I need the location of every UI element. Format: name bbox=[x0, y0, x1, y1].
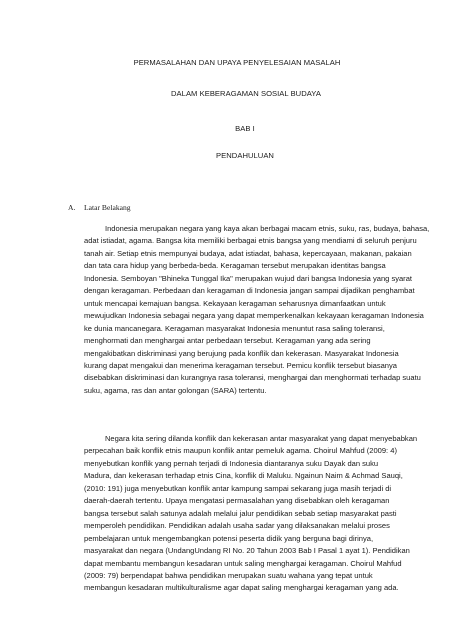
paragraph-line: Indonesia merupakan negara yang kaya akan berbagai macam etnis, suku, ras, budaya, bahasa, bbox=[84, 224, 430, 233]
section-letter: A. bbox=[68, 203, 76, 212]
paragraph-line: pembelajaran untuk mengembangkan potensi peserta didik yang berguna bagi dirinya, bbox=[84, 533, 374, 543]
paragraph-line: (2010: 191) juga menyebutkan konflik antar kampung sampai sekarang juga masih terjadi di bbox=[84, 483, 392, 493]
paragraph-line: kurang dapat mengakui dan menerima keragaman tersebut. Pemicu konflik tersebut biasanya bbox=[84, 360, 397, 370]
paragraph-line: disebabkan diskriminasi dan kurangnya rasa toleransi, menghargai dan menghormati terhadap suatu bbox=[84, 373, 421, 383]
paragraph-line: untuk mencapai kemajuan bangsa. Kekayaan keragaman seharusnya dimanfaatkan untuk bbox=[84, 298, 386, 308]
paragraph-line: mewujudkan Indonesia sebagai negara yang dapat memperkenalkan kekayaan keragaman Indonesia bbox=[84, 311, 424, 321]
paragraph-line: Negara kita sering dilanda konflik dan kekerasan antar masyarakat yang dapat menyebabkan bbox=[84, 434, 418, 443]
paragraph-line: masyarakat dan negara (UndangUndang RI No. 20 Tahun 2003 Bab I Pasal 1 ayat 1). Pendidikan bbox=[84, 546, 410, 556]
document-title-line-2: DALAM KEBERAGAMAN SOSIAL BUDAYA bbox=[171, 89, 321, 98]
paragraph-line: (2009: 79) berpendapat bahwa pendidikan merupakan suatu wahana yang tepat untuk bbox=[84, 570, 373, 580]
paragraph-line: mengakibatkan diskriminasi yang berujung pada konflik dan kekerasan. Masyarakat Indonesia bbox=[84, 348, 399, 358]
paragraph-2 bbox=[84, 433, 424, 595]
paragraph-line: membangun kesadaran multikulturalisme agar dapat saling menghargai keragaman yang ada. bbox=[84, 583, 399, 593]
section-title: Latar Belakang bbox=[84, 203, 131, 212]
paragraph-1 bbox=[84, 223, 430, 397]
paragraph-line: perpecahan baik konflik etnis maupun konflik antar pemeluk agama. Choirul Mahfud (2009: 4) bbox=[84, 446, 397, 456]
paragraph-line: ke dunia mancanegara. Keragaman masyarakat Indonesia menuntut rasa saling toleransi, bbox=[84, 323, 385, 333]
paragraph-line: dan tata cara hidup yang berbeda-beda. Keragaman tersebut merupakan identitas bangsa bbox=[84, 261, 386, 271]
paragraph-line: dengan keragaman. Perbedaan dan keragaman di Indonesia jangan sampai dijadikan penghambat bbox=[84, 286, 415, 296]
chapter-title: PENDAHULUAN bbox=[216, 151, 274, 160]
paragraph-line: bangsa tersebut salah satunya adalah melalui jalur pendidikan sebab setiap masyarakat pasti bbox=[84, 508, 397, 518]
paragraph-line: menghormati dan menghargai antar perbedaan tersebut. Keragaman yang ada sering bbox=[84, 336, 371, 346]
paragraph-line: adat istiadat, agama. Bangsa kita memiliki berbagai etnis bangsa yang mendiami di seluruh penjuru bbox=[84, 236, 417, 246]
paragraph-line: memperoleh pendidikan. Pendidikan adalah usaha sadar yang dilaksanakan melalui proses bbox=[84, 521, 390, 531]
paragraph-line: menyebutkan konflik yang pernah terjadi di Indonesia diantaranya suku Dayak dan suku bbox=[84, 458, 379, 468]
paragraph-line: tanah air. Setiap etnis mempunyai budaya, adat istiadat, bahasa, kepercayaan, makanan, pakaian bbox=[84, 248, 412, 258]
section-heading bbox=[68, 203, 131, 212]
paragraph-line: daerah-daerah tertentu. Upaya mengatasi permasalahan yang disebabkan oleh keragaman bbox=[84, 496, 390, 506]
paragraph-line: suku, agama, ras dan antar golongan (SARA) tertentu. bbox=[84, 385, 267, 395]
paragraph-line: Indonesia. Semboyan "Bhineka Tunggal Ika" merupakan wujud dari bangsa Indonesia yang syarat bbox=[84, 273, 412, 283]
chapter-number: BAB I bbox=[235, 124, 255, 133]
document-title-line-1: PERMASALAHAN DAN UPAYA PENYELESAIAN MASALAH bbox=[133, 58, 341, 67]
paragraph-line: dapat membantu membangun kesadaran untuk saling menghargai keragaman. Choirul Mahfud bbox=[84, 558, 402, 568]
paragraph-line: Madura, dan kekerasan terhadap etnis Cina, konflik di Maluku. Ngainun Naim & Achmad Sauqi, bbox=[84, 471, 403, 481]
